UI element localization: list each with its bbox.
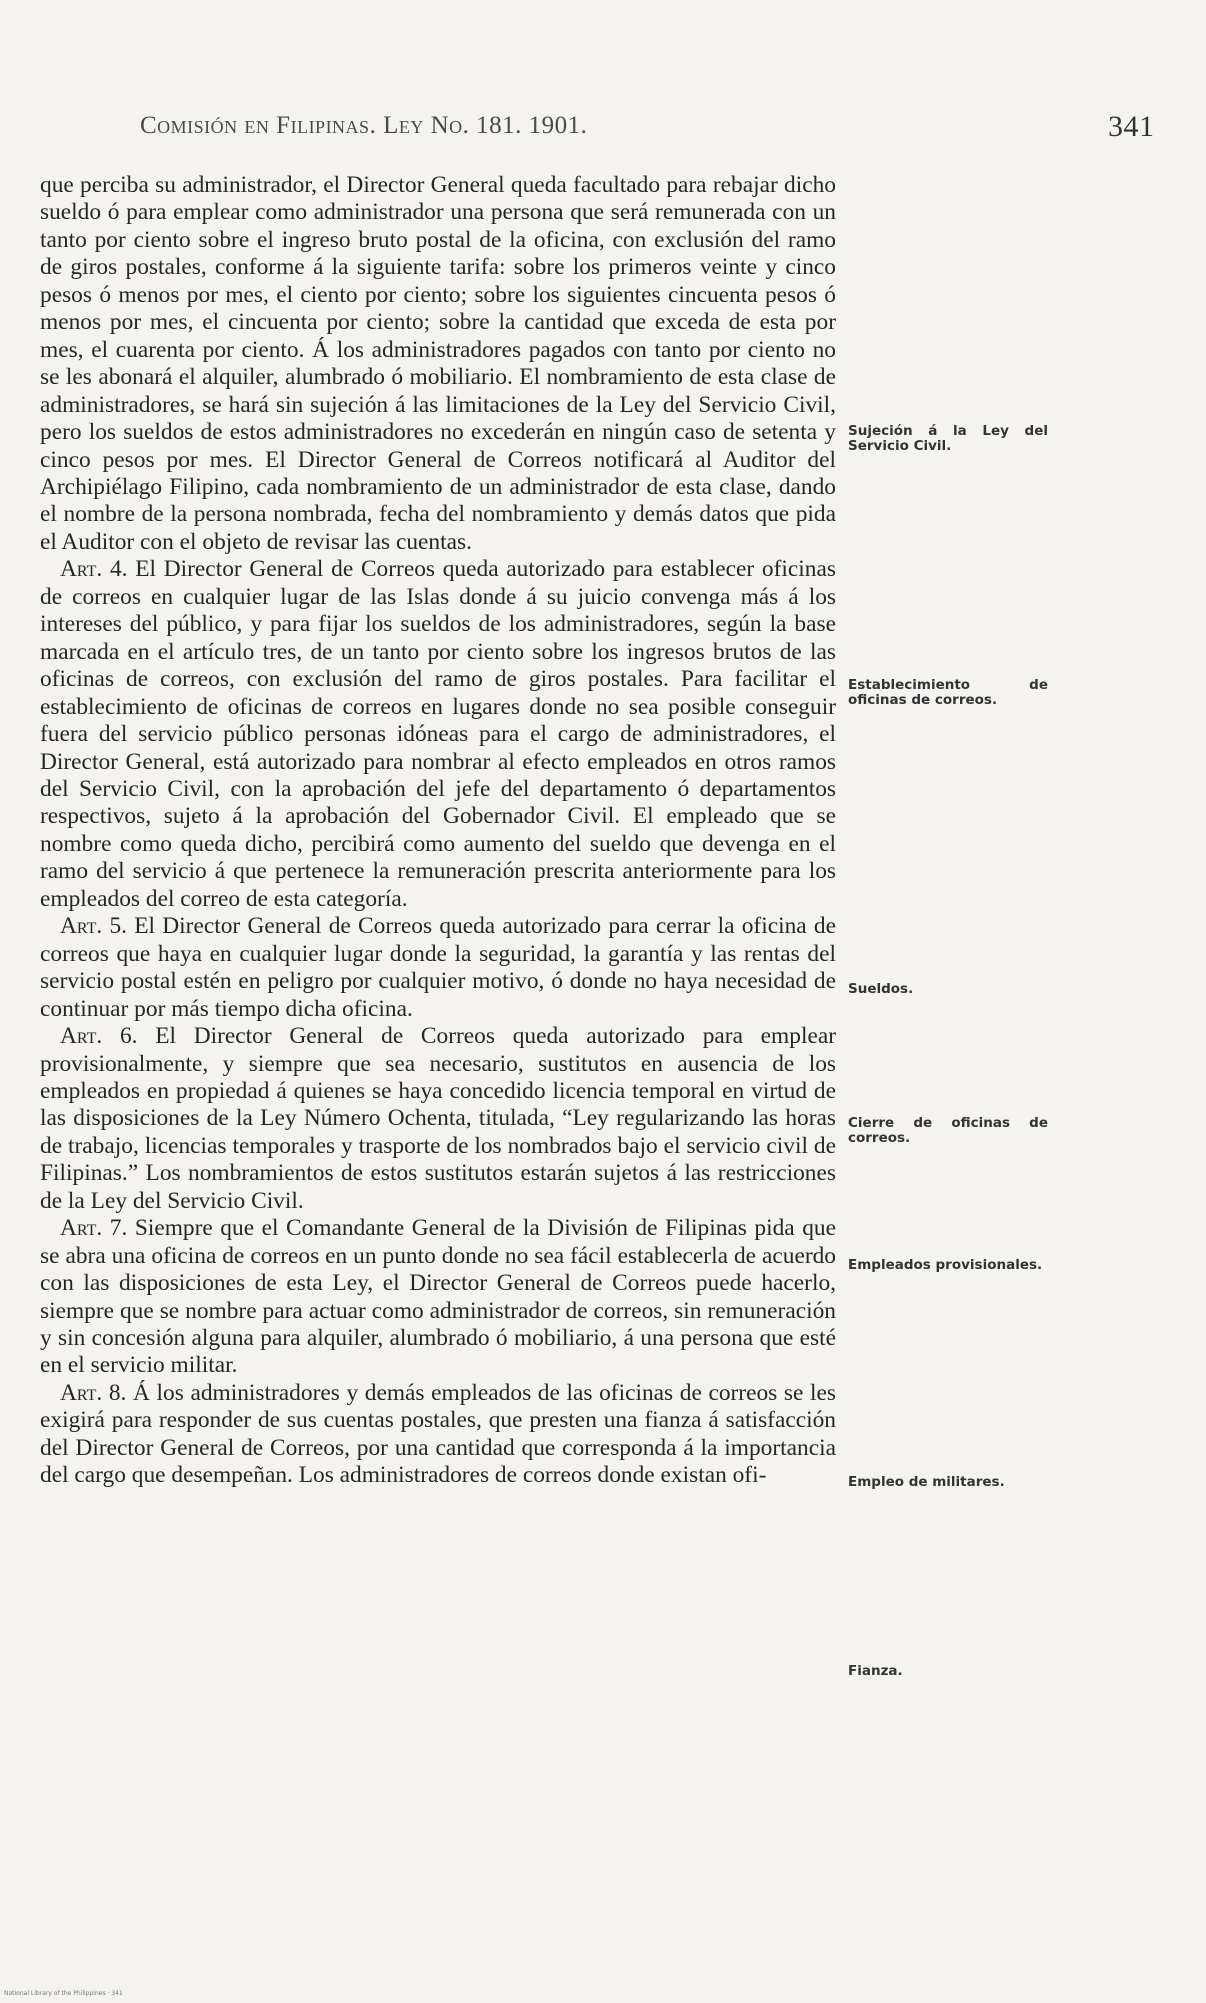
margin-note-fianza: Fianza. [848, 1663, 903, 1679]
page-number: 341 [1108, 110, 1155, 143]
article-7 [40, 1215, 836, 1380]
margin-note-provisionales: Empleados provisionales. [848, 1257, 1043, 1273]
paragraph-text: El Director General de Correos queda autorizado para establecer oficinas de correos en cualquier lugar de las Islas donde á su juicio convenga más á los intereses del público, y para fijar los sueldos de los administradores, según la base marcada en el artículo tres, de un tanto por ciento sobre los ingresos brutos de las oficinas de correos, con exclusión del ramo de giros postales. Para facilitar el establecimiento de oficinas de correos en lugares donde no sea posible conseguir fuera del servicio público personas idóneas para el cargo de administradores, el Director General, está autorizado para nombrar al efecto empleados en otros ramos del Servicio Civil, con la aprobación del jefe del departamento ó departamentos respectivos, sujeto á la aprobación del Gobernador Civil. El empleado que se nombre como queda dicho, percibirá como aumento del sueldo que devenga en el ramo del servicio á que pertenece la remuneración prescrita anteriormente para los empleados del correo de esta categoría. [40, 556, 836, 912]
article-label: Art. 7. [60, 1215, 128, 1242]
paragraph-text: que perciba su administrador, el Director General queda facultado para rebajar dicho sueldo ó para emplear como administrador una persona que será remunerada con un tanto por ciento sobre el ingreso bruto postal de la oficina, con exclusión del ramo de giros postales, conforme á la siguiente tarifa: sobre los primeros veinte y cinco pesos ó menos por mes, el ciento por ciento; sobre los siguientes cincuenta pesos ó menos por mes, el cincuenta por ciento; sobre la cantidad que exceda de esta por mes, el cuarenta por ciento. Á los administradores pagados con tanto por ciento no se les abonará el alquiler, alumbrado ó mobiliario. El nombramiento de esta clase de administradores, se hará sin sujeción á las limitaciones de la Ley del Servicio Civil, pero los sueldos de estos administradores no excederán en ningún caso de setenta y cinco pesos por mes. El Director General de Correos notificará al Auditor del Archipiélago Filipino, cada nombramiento de un administrador de esta clase, dando el nombre de la persona nombrada, fecha del nombramiento y demás datos que pida el Auditor con el objeto de revisar las cuentas. [40, 172, 836, 555]
running-title: Comisión en Filipinas. Ley No. 181. 1901. [140, 112, 588, 139]
paragraph-text: El Director General de Correos queda autorizado para cerrar la oficina de correos que haya en cualquier lugar donde la seguridad, la garantía y las rentas del servicio postal estén en peligro por cualquier motivo, ó donde no haya necesidad de continuar por más tiempo dicha oficina. [40, 913, 836, 1022]
article-label: Art. 8. [60, 1379, 127, 1406]
paragraph-text: Siempre que el Comandante General de la División de Filipinas pida que se abra una oficina de correos en un punto donde no sea fácil establecerla de acuerdo con las disposiciones de esta Ley, el Director General de Correos puede hacerlo, siempre que se nombre para actuar como administrador de correos, sin remuneración y sin concesión alguna para alquiler, alumbrado ó mobiliario, á una persona que esté en el servicio militar. [40, 1215, 836, 1379]
article-label: Art. 4. [60, 556, 128, 583]
article-label: Art. 6. [60, 1023, 138, 1050]
paragraph-text: Á los administradores y demás empleados de las oficinas de correos se les exigirá para responder de sus cuentas postales, que presten una fianza á satisfacción del Director General de Correos, por una cantidad que corresponda á la importancia del cargo que desempeñan. Los administradores de correos donde existan ofi- [40, 1379, 836, 1489]
margin-note-cierre: Cierre de oficinas de correos. [848, 1115, 1048, 1146]
body-text [40, 172, 836, 1490]
article-8 [40, 1380, 836, 1490]
margin-note-militares: Empleo de militares. [848, 1474, 1005, 1490]
article-label: Art. 5. [60, 913, 128, 940]
scan-footer: National Library of the Philippines · 341 [4, 1990, 123, 1997]
paragraph-text: El Director General de Correos queda autorizado para emplear provisionalmente, y siempre que sea necesario, sustitutos en ausencia de los empleados en propiedad á quienes se haya concedido licencia temporal en virtud de las disposiciones de la Ley Número Ochenta, titulada, “Ley regularizando las horas de trabajo, licencias temporales y trasporte de los nombrados bajo el servicio civil de Filipinas.” Los nombramientos de estos sustitutos estarán sujetos á las restricciones de la Ley del Servicio Civil. [40, 1023, 836, 1214]
margin-note-sueldos: Sueldos. [848, 981, 914, 997]
margin-note-establecimiento: Establecimiento de oficinas de correos. [848, 677, 1048, 708]
article-6 [40, 1023, 836, 1215]
article-5 [40, 913, 836, 1023]
paragraph-continuation [40, 172, 836, 556]
article-4 [40, 556, 836, 913]
margin-note-servicio-civil: Sujeción á la Ley del Servicio Civil. [848, 423, 1048, 454]
